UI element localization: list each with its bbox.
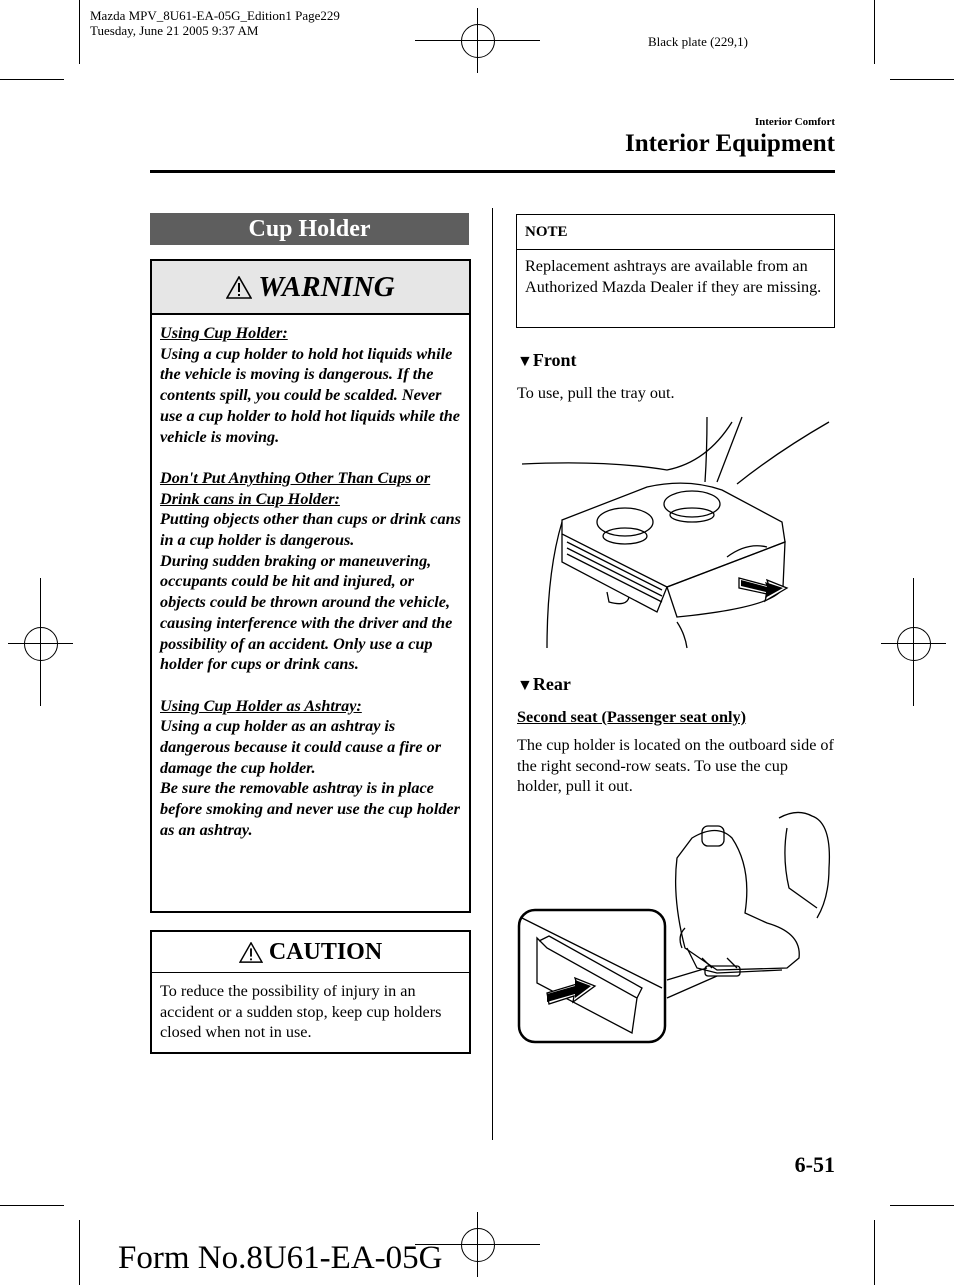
warning-item-text: Be sure the removable ashtray is in place before smoking and never use the cup holder as an ashtray. [160, 779, 460, 839]
rear-cup-holder-illustration [517, 808, 833, 1048]
warning-item-text: Using a cup holder to hold hot liquids while the vehicle is moving is dangerous. If the contents spill, you could be scalded. Never use a cup holder to hold hot liquids while the vehicle is moving. [160, 344, 460, 446]
warning-item-title: Don't Put Anything Other Than Cups or Drink cans in Cup Holder: [160, 468, 431, 508]
page-title: Interior Equipment [625, 130, 835, 157]
warning-body [152, 315, 469, 841]
note-text: Replacement ashtrays are available from an Authorized Mazda Dealer if they are missing. [525, 257, 822, 296]
rear-text: The cup holder is located on the outboard side of the right second-row seats. To use the cup holder, pull it out. [517, 736, 834, 796]
note-box [516, 214, 835, 328]
warning-item-title: Using Cup Holder as Ashtray: [160, 696, 362, 715]
front-cup-holder-illustration [517, 412, 833, 652]
warning-item-text: Putting objects other than cups or drink cans in a cup holder is dangerous. [160, 510, 461, 550]
triangle-down-icon: ▼ [517, 353, 533, 370]
warning-item [160, 696, 461, 841]
page-number: 6-51 [794, 1152, 835, 1177]
caution-text: To reduce the possibility of injury in an accident or a sudden stop, keep cup holders closed when not in use. [160, 982, 442, 1042]
rear-subheading: Second seat (Passenger seat only) [517, 708, 747, 726]
front-text: To use, pull the tray out. [517, 384, 675, 402]
caution-label: CAUTION [268, 938, 383, 965]
column-divider [492, 208, 493, 1140]
print-header-line1: Mazda MPV_8U61-EA-05G_Edition1 Page229 [90, 8, 340, 23]
warning-item-text: During sudden braking or maneuvering, occupants could be hit and injured, or objects could be thrown around the vehicle, causing interference with the driver and the possibility of an accident. Only use a cup holder for cups or drink cans. [160, 551, 453, 674]
warning-item-text: Using a cup holder as an ashtray is dangerous because it could cause a fire or damage the cup holder. [160, 717, 442, 777]
print-header [90, 8, 340, 38]
triangle-down-icon: ▼ [517, 677, 533, 694]
warning-box [150, 259, 471, 913]
warning-item [160, 323, 461, 447]
front-heading-label: Front [532, 350, 577, 370]
rear-heading [517, 674, 571, 695]
section-kicker: Interior Comfort [754, 116, 835, 128]
warning-triangle-icon [239, 942, 263, 963]
warning-item [160, 468, 461, 675]
note-label: NOTE [517, 215, 834, 250]
warning-triangle-icon [226, 276, 252, 299]
cup-holder-heading: Cup Holder [150, 213, 469, 245]
warning-header [152, 261, 469, 315]
caution-box [150, 930, 471, 1054]
caution-header [152, 932, 469, 973]
print-header-line2: Tuesday, June 21 2005 9:37 AM [90, 23, 259, 38]
front-heading [517, 350, 577, 371]
form-number: Form No.8U61-EA-05G [118, 1240, 443, 1276]
warning-item-title: Using Cup Holder: [160, 324, 288, 342]
title-rule [150, 170, 835, 173]
rear-heading-label: Rear [532, 674, 571, 694]
plate-label: Black plate (229,1) [648, 34, 748, 49]
warning-label: WARNING [258, 270, 395, 303]
